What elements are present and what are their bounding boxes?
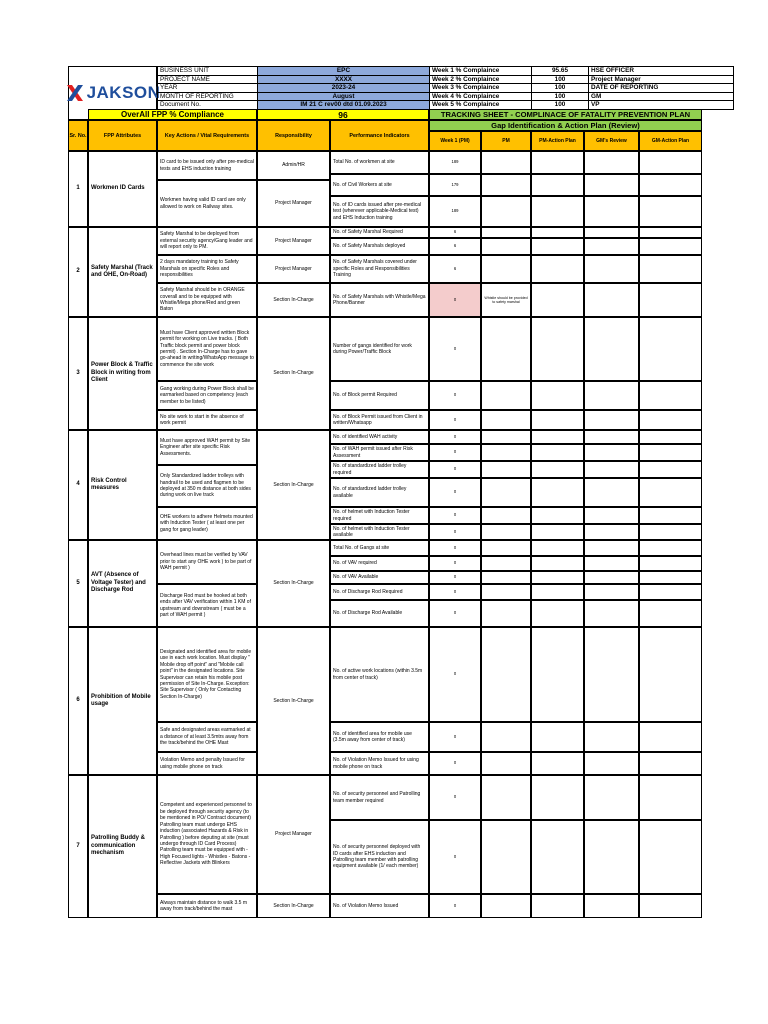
role-label: GM — [589, 92, 734, 101]
pm-action-cell — [531, 444, 584, 461]
key-action: Safety Marshal to be deployed from external security agency/Gang leader and will report only to PM. — [157, 227, 257, 255]
col-gm-review: GM's Review — [584, 131, 639, 151]
performance-indicator: No. of VAV Available — [330, 571, 429, 584]
pm-action-cell — [531, 381, 584, 410]
pm-action-cell — [531, 196, 584, 227]
section-attribute: Patrolling Buddy & communication mechanism — [88, 775, 157, 918]
col-key: Key Actions / Vital Requirements — [157, 120, 257, 151]
key-action: Must have approved WAH permit by Site Engineer after site specific Risk Assessments. — [157, 430, 257, 465]
week1-value: 0 — [429, 381, 481, 410]
week1-value: 0 — [429, 584, 481, 600]
key-action: Violation Memo and penalty Issued for using mobile phone on track — [157, 752, 257, 775]
col-week1: Week 1 (PM) — [429, 131, 481, 151]
pm-cell — [481, 820, 531, 894]
gm-review-cell — [584, 507, 639, 524]
info-table — [157, 66, 734, 110]
pm-action-cell — [531, 255, 584, 283]
performance-indicator: No. of Discharge Rod Required — [330, 584, 429, 600]
section-attribute: AVT (Absence of Voltage Tester) and Discharge Rod — [88, 540, 157, 627]
pm-action-cell — [531, 478, 584, 507]
pm-action-cell — [531, 600, 584, 627]
performance-indicator: Total No. of workmen at site — [330, 151, 429, 174]
gm-review-cell — [584, 478, 639, 507]
pm-cell — [481, 752, 531, 775]
responsibility: Section In-Charge — [257, 894, 330, 918]
key-action: Safety Marshal should be in ORANGE coverall and to be equipped with Whistle/Mega phone/Red and green Baton — [157, 283, 257, 317]
performance-indicator: No. of Safety Marshals deployed — [330, 238, 429, 255]
week1-value: 0 — [429, 444, 481, 461]
week1-value: 6 — [429, 255, 481, 283]
week1-value: 6 — [429, 238, 481, 255]
pm-action-cell — [531, 752, 584, 775]
section-attribute: Power Block & Traffic Block in writing from Client — [88, 317, 157, 430]
week1-value: 0 — [429, 283, 481, 317]
week1-value: 0 — [429, 540, 481, 556]
pm-action-cell — [531, 174, 584, 196]
key-action: No site work to start in the absence of work permit — [157, 410, 257, 430]
week1-value: 0 — [429, 430, 481, 444]
pm-cell — [481, 600, 531, 627]
pm-action-cell — [531, 410, 584, 430]
performance-indicator: No. of identified area for mobile use (3.5m away from center of track) — [330, 722, 429, 752]
gm-review-cell — [584, 174, 639, 196]
jakson-x-icon — [65, 83, 85, 103]
responsibility: Project Manager — [257, 255, 330, 283]
gm-action-cell — [639, 283, 702, 317]
info-label: Document No. — [158, 101, 258, 110]
pm-cell — [481, 444, 531, 461]
info-row — [158, 84, 734, 93]
pm-cell — [481, 317, 531, 381]
key-action: Safe and designated areas earmarked at a distance of at least 3.5mtrs away from the track/behind the OHE Mast — [157, 722, 257, 752]
gm-action-cell — [639, 775, 702, 820]
key-action: Overhead lines must be verified by VAV prior to start any OHE work ) to be part of WAH permit ) — [157, 540, 257, 584]
pm-cell — [481, 151, 531, 174]
pm-action-cell — [531, 238, 584, 255]
performance-indicator: No. of Discharge Rod Available — [330, 600, 429, 627]
responsibility: Section In-Charge — [257, 540, 330, 627]
week1-value: 0 — [429, 820, 481, 894]
pm-cell — [481, 894, 531, 918]
key-action: Gang working during Power Block shall be earmarked based on competency (each member to be listed) — [157, 381, 257, 410]
week1-value: 0 — [429, 507, 481, 524]
pm-action-cell — [531, 524, 584, 540]
pm-action-cell — [531, 556, 584, 571]
week-pct: 100 — [532, 75, 589, 84]
info-label: YEAR — [158, 84, 258, 93]
overall-compliance-label: OverAll FPP % Compliance — [88, 109, 257, 120]
col-fpp: FPP Attributes — [88, 120, 157, 151]
performance-indicator: No. of active work locations (within 3.5m from center of track) — [330, 627, 429, 722]
gm-review-cell — [584, 381, 639, 410]
info-value: August — [258, 92, 430, 101]
gm-action-cell — [639, 556, 702, 571]
performance-indicator: No. of WAH permit issued after Risk Assessment — [330, 444, 429, 461]
week-pct: 100 — [532, 101, 589, 110]
section-sr: 6 — [68, 627, 88, 775]
gm-review-cell — [584, 255, 639, 283]
info-row — [158, 92, 734, 101]
gm-review-cell — [584, 540, 639, 556]
gm-action-cell — [639, 478, 702, 507]
section-sr: 1 — [68, 151, 88, 227]
week1-value: 0 — [429, 627, 481, 722]
gm-action-cell — [639, 722, 702, 752]
week1-value: 6 — [429, 227, 481, 238]
performance-indicator: No. of VAV required — [330, 556, 429, 571]
performance-indicator: No. of helmet with Induction Tester available — [330, 524, 429, 540]
gm-review-cell — [584, 317, 639, 381]
performance-indicator: No. of Violation Memo Issued for using mobile phone on track — [330, 752, 429, 775]
gm-review-cell — [584, 571, 639, 584]
info-row — [158, 75, 734, 84]
pm-action-cell — [531, 151, 584, 174]
key-action: Workmen having valid ID card are only allowed to work on Railway sites. — [157, 180, 257, 227]
week1-value: 0 — [429, 524, 481, 540]
info-label: MONTH OF REPORTING — [158, 92, 258, 101]
pm-action-cell — [531, 627, 584, 722]
gm-review-cell — [584, 627, 639, 722]
week-pct: 100 — [532, 84, 589, 93]
gm-review-cell — [584, 444, 639, 461]
gm-review-cell — [584, 227, 639, 238]
col-perf: Performance Indicators — [330, 120, 429, 151]
performance-indicator: No. of Block permit Required — [330, 381, 429, 410]
pm-cell — [481, 627, 531, 722]
week1-value: 189 — [429, 151, 481, 174]
section-sr: 3 — [68, 317, 88, 430]
week1-value: 0 — [429, 556, 481, 571]
pm-cell — [481, 524, 531, 540]
gm-action-cell — [639, 238, 702, 255]
performance-indicator: No. of ID cards issued after pre-medical test (wherever applicable-Medical test) and EHS Induction training — [330, 196, 429, 227]
gm-review-cell — [584, 752, 639, 775]
info-label: PROJECT NAME — [158, 75, 258, 84]
gm-review-cell — [584, 196, 639, 227]
gm-review-cell — [584, 151, 639, 174]
gm-action-cell — [639, 894, 702, 918]
pm-cell — [481, 540, 531, 556]
pm-action-cell — [531, 283, 584, 317]
pm-cell — [481, 556, 531, 571]
logo-text: JAKSON — [86, 83, 161, 102]
pm-cell — [481, 478, 531, 507]
gm-action-cell — [639, 381, 702, 410]
performance-indicator: No. of Civil Workers at site — [330, 174, 429, 196]
gm-review-cell — [584, 461, 639, 478]
gm-action-cell — [639, 461, 702, 478]
performance-indicator: No. of Violation Memo Issued — [330, 894, 429, 918]
tracking-title: TRACKING SHEET - COMPLINACE OF FATALITY PREVENTION PLAN — [429, 109, 702, 120]
pm-cell — [481, 174, 531, 196]
gm-review-cell — [584, 775, 639, 820]
pm-cell — [481, 507, 531, 524]
gm-action-cell — [639, 540, 702, 556]
section-attribute: Risk Control measures — [88, 430, 157, 540]
gm-review-cell — [584, 410, 639, 430]
pm-action-cell — [531, 540, 584, 556]
gm-action-cell — [639, 227, 702, 238]
week1-value: 0 — [429, 317, 481, 381]
info-row — [158, 101, 734, 110]
pm-action-cell — [531, 584, 584, 600]
performance-indicator: No. of standardized ladder trolley required — [330, 461, 429, 478]
week1-value: 0 — [429, 571, 481, 584]
pm-cell — [481, 381, 531, 410]
info-label: BUSINESS UNIT — [158, 67, 258, 76]
key-action: Always maintain distance to walk 3.5 m away from track/behind the mast — [157, 894, 257, 918]
gm-action-cell — [639, 627, 702, 722]
col-resp: Responsibility — [257, 120, 330, 151]
performance-indicator: No. of security personnel deployed with ID cards after EHS induction and Patrolling team member with patrolling equipment available (1/ each member) — [330, 820, 429, 894]
section-attribute: Prohibition of Mobile usage — [88, 627, 157, 775]
performance-indicator: No. of Safety Marshals with Whistle/Mega Phone/Banner — [330, 283, 429, 317]
pm-action-cell — [531, 317, 584, 381]
pm-action-cell — [531, 227, 584, 238]
pm-action-cell — [531, 722, 584, 752]
info-value: XXXX — [258, 75, 430, 84]
gm-review-cell — [584, 430, 639, 444]
week-pct: 100 — [532, 92, 589, 101]
week1-value: 0 — [429, 461, 481, 478]
role-label: Project Manager — [589, 75, 734, 84]
col-pm: PM — [481, 131, 531, 151]
section-sr: 4 — [68, 430, 88, 540]
key-action: Must have Client approved written Block permit for working on Live tracks. ( Both Traffic block permit and power block permit) . Section In-Charge has to gave go-ahead in writing/WhatsApp message to commence the site work — [157, 317, 257, 381]
gm-review-cell — [584, 524, 639, 540]
pm-action-cell — [531, 820, 584, 894]
week-pct: 95.65 — [532, 67, 589, 76]
performance-indicator: No. of helmet with Induction Tester required — [330, 507, 429, 524]
gm-review-cell — [584, 722, 639, 752]
section-attribute: Safety Marshal (Track and OHE, On-Road) — [88, 227, 157, 317]
pm-cell — [481, 461, 531, 478]
section-sr: 2 — [68, 227, 88, 317]
pm-action-cell — [531, 507, 584, 524]
week1-value: 0 — [429, 600, 481, 627]
section-sr: 7 — [68, 775, 88, 918]
performance-indicator: No. of security personnel and Patrolling team member required — [330, 775, 429, 820]
responsibility: Admin/HR — [257, 151, 330, 180]
gm-action-cell — [639, 571, 702, 584]
pm-cell — [481, 571, 531, 584]
week-label: Week 3 % Complaince — [430, 84, 532, 93]
pm-cell — [481, 196, 531, 227]
info-value: IM 21 C rev00 dtd 01.09.2023 — [258, 101, 430, 110]
performance-indicator: No. of Safety Marshals covered under specific Roles and Responsibilities Training — [330, 255, 429, 283]
week-label: Week 2 % Complaince — [430, 75, 532, 84]
gm-review-cell — [584, 238, 639, 255]
gm-action-cell — [639, 600, 702, 627]
pm-cell — [481, 227, 531, 238]
col-pm-action: PM-Action Plan — [531, 131, 584, 151]
performance-indicator: No. of standardized ladder trolley available — [330, 478, 429, 507]
week-label: Week 5 % Complaince — [430, 101, 532, 110]
week1-value: 0 — [429, 894, 481, 918]
week1-value: 189 — [429, 196, 481, 227]
gm-action-cell — [639, 820, 702, 894]
gm-action-cell — [639, 507, 702, 524]
pm-cell: Whistle should be provided to safety marshal — [481, 283, 531, 317]
col-gm-action: GM-Action Plan — [639, 131, 702, 151]
performance-indicator: No. of identified WAH activity — [330, 430, 429, 444]
gap-title: Gap Identification & Action Plan (Review) — [429, 120, 702, 131]
pm-cell — [481, 410, 531, 430]
pm-action-cell — [531, 461, 584, 478]
week1-value: 0 — [429, 752, 481, 775]
pm-action-cell — [531, 775, 584, 820]
gm-action-cell — [639, 151, 702, 174]
responsibility: Project Manager — [257, 775, 330, 894]
key-action: Designated and identified area for mobile use in each work location. Must display " Mobile drop off point" and "Mobile call point" in the designated locations. Site Supervisor can retain his mobile post permission of Site In-Charge. Exception: Site Supervisor ( Only for Contacting Section In-Charge) — [157, 627, 257, 722]
gm-action-cell — [639, 196, 702, 227]
gm-review-cell — [584, 283, 639, 317]
key-action: Competent and experienced personnel to be deployed through security agency (to be mentioned in PO/ Contract document) Patrolling team must undergo EHS induction (associated Hazards & Risk in Patrolling ) before deputing at site (must undergo through ID Card Process) Patrolling team must be equipped with - High Focused lights - Whistles - Batons - Reflective Jackets with Blinkers — [157, 775, 257, 894]
gm-action-cell — [639, 317, 702, 381]
pm-cell — [481, 722, 531, 752]
col-sr: Sr. No. — [68, 120, 88, 151]
gm-review-cell — [584, 894, 639, 918]
info-row — [158, 67, 734, 76]
section-attribute: Workmen ID Cards — [88, 151, 157, 227]
responsibility: Section In-Charge — [257, 283, 330, 317]
responsibility: Section In-Charge — [257, 627, 330, 775]
gm-action-cell — [639, 174, 702, 196]
pm-cell — [481, 775, 531, 820]
gm-action-cell — [639, 752, 702, 775]
gm-review-cell — [584, 584, 639, 600]
week1-value: 0 — [429, 410, 481, 430]
pm-action-cell — [531, 894, 584, 918]
key-action: Discharge Rod must be hooked at both ends after VAV verification within 1 KM of upstream and downstream ( must be a part of WAH permit ) — [157, 584, 257, 627]
performance-indicator: Total No. of Gangs at site — [330, 540, 429, 556]
gm-action-cell — [639, 444, 702, 461]
responsibility: Project Manager — [257, 180, 330, 227]
gm-action-cell — [639, 255, 702, 283]
key-action: ID card to be issued only after pre-medical tests and EHS induction training — [157, 151, 257, 180]
responsibility: Project Manager — [257, 227, 330, 255]
info-value: 2023-24 — [258, 84, 430, 93]
overall-compliance-value: 96 — [257, 109, 429, 120]
week-label: Week 4 % Complaince — [430, 92, 532, 101]
pm-action-cell — [531, 430, 584, 444]
gm-review-cell — [584, 820, 639, 894]
section-sr: 5 — [68, 540, 88, 627]
gm-action-cell — [639, 410, 702, 430]
week-label: Week 1 % Complaince — [430, 67, 532, 76]
week1-value: 179 — [429, 174, 481, 196]
key-action: 2 days mandatory training to Safety Marshals on specific Roles and responsibilities — [157, 255, 257, 283]
pm-cell — [481, 255, 531, 283]
performance-indicator: Number of gangs identified for work during Power/Traffic Block — [330, 317, 429, 381]
jakson-logo — [65, 83, 161, 103]
role-label: HSE OFFICER — [589, 67, 734, 76]
responsibility: Section In-Charge — [257, 317, 330, 430]
gm-review-cell — [584, 556, 639, 571]
role-label: DATE OF REPORTING — [589, 84, 734, 93]
pm-cell — [481, 238, 531, 255]
gm-action-cell — [639, 584, 702, 600]
role-label: VP — [589, 101, 734, 110]
week1-value: 0 — [429, 722, 481, 752]
week1-value: 0 — [429, 478, 481, 507]
gm-review-cell — [584, 600, 639, 627]
responsibility: Section In-Charge — [257, 430, 330, 540]
pm-action-cell — [531, 571, 584, 584]
gm-action-cell — [639, 524, 702, 540]
pm-cell — [481, 430, 531, 444]
pm-cell — [481, 584, 531, 600]
key-action: OHE workers to adhere Helmets mounted with Induction Tester ( at least one per gang for gang leader) — [157, 507, 257, 540]
key-action: Only Standardized ladder trolleys with handrail to be used and flagmen to be deployed at 350 m distance at both sides during work on live track — [157, 465, 257, 507]
week1-value: 0 — [429, 775, 481, 820]
info-value: EPC — [258, 67, 430, 76]
gm-action-cell — [639, 430, 702, 444]
performance-indicator: No. of Safety Marshal Required — [330, 227, 429, 238]
performance-indicator: No. of Block Permit issued from Client in written/Whatsapp — [330, 410, 429, 430]
